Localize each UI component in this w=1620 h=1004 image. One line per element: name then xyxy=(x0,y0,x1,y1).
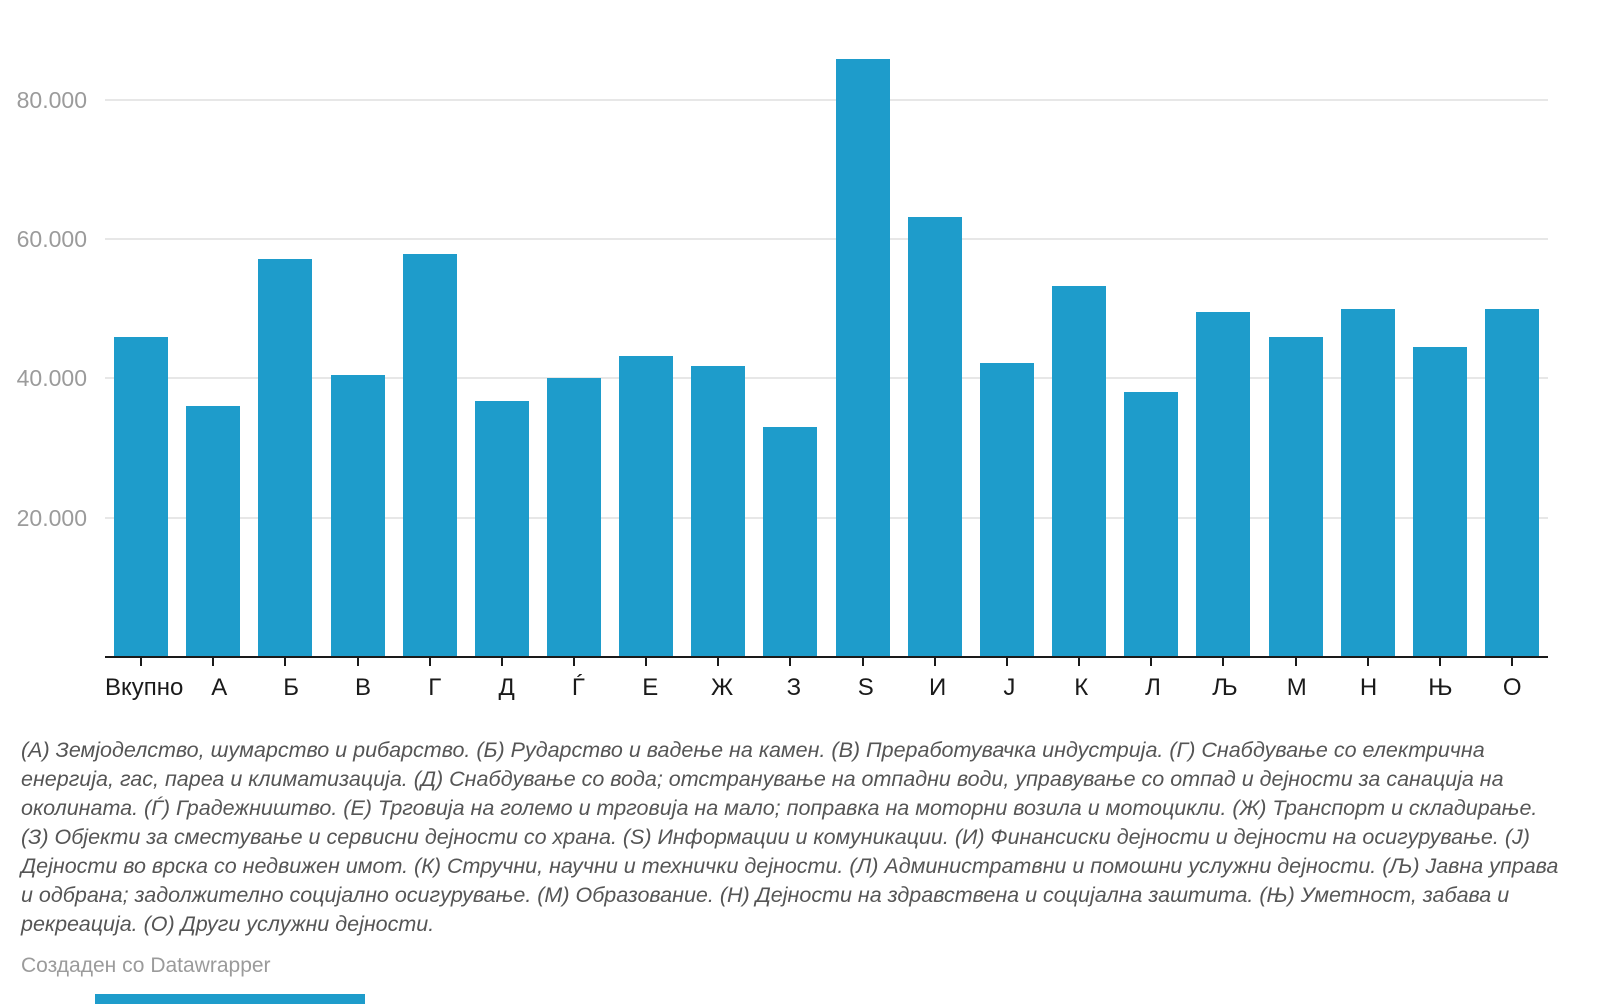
x-axis-tick xyxy=(789,658,791,666)
bar-slot-О xyxy=(1476,30,1548,657)
bar-slot-Њ xyxy=(1404,30,1476,657)
x-axis-tick xyxy=(1295,658,1297,666)
x-axis-label-К: К xyxy=(1074,674,1089,701)
x-axis-label-Ж: Ж xyxy=(711,674,734,701)
bar-Н[interactable] xyxy=(1341,309,1395,657)
tick-slot xyxy=(394,658,466,666)
bar-Г[interactable] xyxy=(403,254,457,657)
tick-slot xyxy=(538,658,610,666)
bar-slot-Е xyxy=(610,30,682,657)
tick-slot xyxy=(1404,658,1476,666)
tick-slot xyxy=(827,658,899,666)
tick-slot xyxy=(1043,658,1115,666)
tick-slot xyxy=(971,658,1043,666)
x-axis-tick xyxy=(212,658,214,666)
bar-slot-И xyxy=(899,30,971,657)
x-axis-category-labels xyxy=(105,668,1548,702)
bar-series xyxy=(105,30,1548,657)
x-axis-tick xyxy=(1367,658,1369,666)
tick-slot xyxy=(177,658,249,666)
x-axis-tick xyxy=(717,658,719,666)
x-axis-label-В: В xyxy=(354,674,371,701)
bar-М[interactable] xyxy=(1269,337,1323,657)
y-axis-tick-label: 80.000 xyxy=(16,86,87,113)
bar-К[interactable] xyxy=(1052,286,1106,657)
x-axis-tick xyxy=(1078,658,1080,666)
x-axis-label-Вкупно: Вкупно xyxy=(105,674,184,701)
bar-slot-З xyxy=(754,30,826,657)
x-axis-tick xyxy=(1511,658,1513,666)
y-axis-tick-label: 40.000 xyxy=(16,365,87,392)
bar-slot-Ж xyxy=(682,30,754,657)
tick-slot xyxy=(105,658,177,666)
x-axis-tick xyxy=(284,658,286,666)
bar-slot-Г xyxy=(394,30,466,657)
x-axis-tick xyxy=(934,658,936,666)
x-axis-tick xyxy=(357,658,359,666)
x-axis-label-Д: Д xyxy=(498,674,515,701)
x-axis-label-Ј: Ј xyxy=(1003,674,1016,701)
bar-slot-В xyxy=(321,30,393,657)
bar-slot-Ј xyxy=(971,30,1043,657)
bar-slot-Н xyxy=(1332,30,1404,657)
bar-И[interactable] xyxy=(908,217,962,657)
x-axis-label-О: О xyxy=(1502,674,1522,701)
y-axis-tick-label: 60.000 xyxy=(16,226,87,252)
tick-slot xyxy=(682,658,754,666)
tick-slot xyxy=(321,658,393,666)
x-axis-label-М: М xyxy=(1286,674,1307,701)
bottom-embed-strip xyxy=(95,994,365,1004)
bar-Њ[interactable] xyxy=(1413,347,1467,657)
x-axis-tick xyxy=(573,658,575,666)
x-axis-tick xyxy=(862,658,864,666)
x-axis-tick xyxy=(645,658,647,666)
bar-slot-Љ xyxy=(1187,30,1259,657)
x-axis-label-З: З xyxy=(786,674,802,701)
tick-slot xyxy=(899,658,971,666)
x-axis-label-Љ: Љ xyxy=(1212,674,1238,701)
plot-area xyxy=(105,30,1548,657)
bar-В[interactable] xyxy=(331,375,385,657)
y-axis-labels xyxy=(0,30,95,657)
bar-Ж[interactable] xyxy=(691,366,745,657)
bar-slot-Ѓ xyxy=(538,30,610,657)
bar-slot-Вкупно xyxy=(105,30,177,657)
x-axis-label-Ѓ: Ѓ xyxy=(571,674,585,701)
bar-Д[interactable] xyxy=(475,401,529,657)
bar-slot-М xyxy=(1260,30,1332,657)
bar-А[interactable] xyxy=(186,406,240,657)
x-axis-tick xyxy=(1222,658,1224,666)
x-axis-label-Н: Н xyxy=(1359,674,1378,701)
bar-Б[interactable] xyxy=(258,259,312,657)
x-axis-label-Њ: Њ xyxy=(1428,674,1453,701)
tick-slot xyxy=(1260,658,1332,666)
x-axis-tick xyxy=(429,658,431,666)
x-axis-label-Е: Е xyxy=(642,674,659,701)
y-axis-tick-label: 20.000 xyxy=(16,504,87,531)
x-axis-label-Г: Г xyxy=(428,674,442,701)
tick-slot xyxy=(754,658,826,666)
x-axis-tick xyxy=(1439,658,1441,666)
bar-Ј[interactable] xyxy=(980,363,1034,657)
x-axis-label-И: И xyxy=(928,674,947,701)
tick-slot xyxy=(1115,658,1187,666)
tick-slot xyxy=(249,658,321,666)
bar-Ѓ[interactable] xyxy=(547,378,601,657)
x-axis-tick xyxy=(1006,658,1008,666)
bar-slot-S xyxy=(827,30,899,657)
bar-slot-Д xyxy=(466,30,538,657)
x-axis-label-Б: Б xyxy=(283,674,299,701)
bar-Вкупно[interactable] xyxy=(114,337,168,657)
bar-З[interactable] xyxy=(763,427,817,657)
bar-Љ[interactable] xyxy=(1196,312,1250,657)
tick-slot xyxy=(610,658,682,666)
x-axis-ticks xyxy=(105,658,1548,666)
tick-slot xyxy=(466,658,538,666)
tick-slot xyxy=(1476,658,1548,666)
bar-S[interactable] xyxy=(836,59,890,657)
bar-slot-Л xyxy=(1115,30,1187,657)
x-axis-tick xyxy=(501,658,503,666)
chart-notes: (А) Земјоделство, шумарство и рибарство. (Б) Рударство и вадење на камен. (В) Преработувачка индустрија. (Г) Снабдување со електрична енергија, гас, пареа и климатизација. (Д) Снабдување со вода; отстранување на отпадни води, управување со отпад и дејности за санација на околината. (Ѓ) Градежништво. (Е) Трговија на големо и трговија на мало; поправка на моторни возила и мотоцикли. (Ж) Транспорт и складирање. (З) Објекти за сместување и сервисни дејности со храна. (S) Информации и комуникации. (И) Финансиски дејности и дејности на осигурување. (Ј) Дејности во врска со недвижен имот. (К) Стручни, научни и технички дејности. (Л) Администратвни и помошни услужни дејности. (Љ) Јавна управа и одбрана; задолжително социјално осигурување. (М) Образование. (Н) Дејности на здравствена и социјална заштита. (Њ) Уметност, забава и рекреација. (О) Други услужни дејности. xyxy=(21,738,1559,936)
x-axis-label-S: S xyxy=(857,674,874,701)
bar-Е[interactable] xyxy=(619,356,673,657)
x-axis-label-Л: Л xyxy=(1145,674,1161,701)
datawrapper-attribution: Создаден со Datawrapper xyxy=(21,954,271,977)
bar-О[interactable] xyxy=(1485,309,1539,657)
tick-slot xyxy=(1187,658,1259,666)
bar-slot-Б xyxy=(249,30,321,657)
x-axis-tick xyxy=(1150,658,1152,666)
x-axis-label-А: А xyxy=(211,674,228,701)
bar-Л[interactable] xyxy=(1124,392,1178,657)
x-axis-tick xyxy=(140,658,142,666)
tick-slot xyxy=(1332,658,1404,666)
bar-slot-А xyxy=(177,30,249,657)
bar-slot-К xyxy=(1043,30,1115,657)
